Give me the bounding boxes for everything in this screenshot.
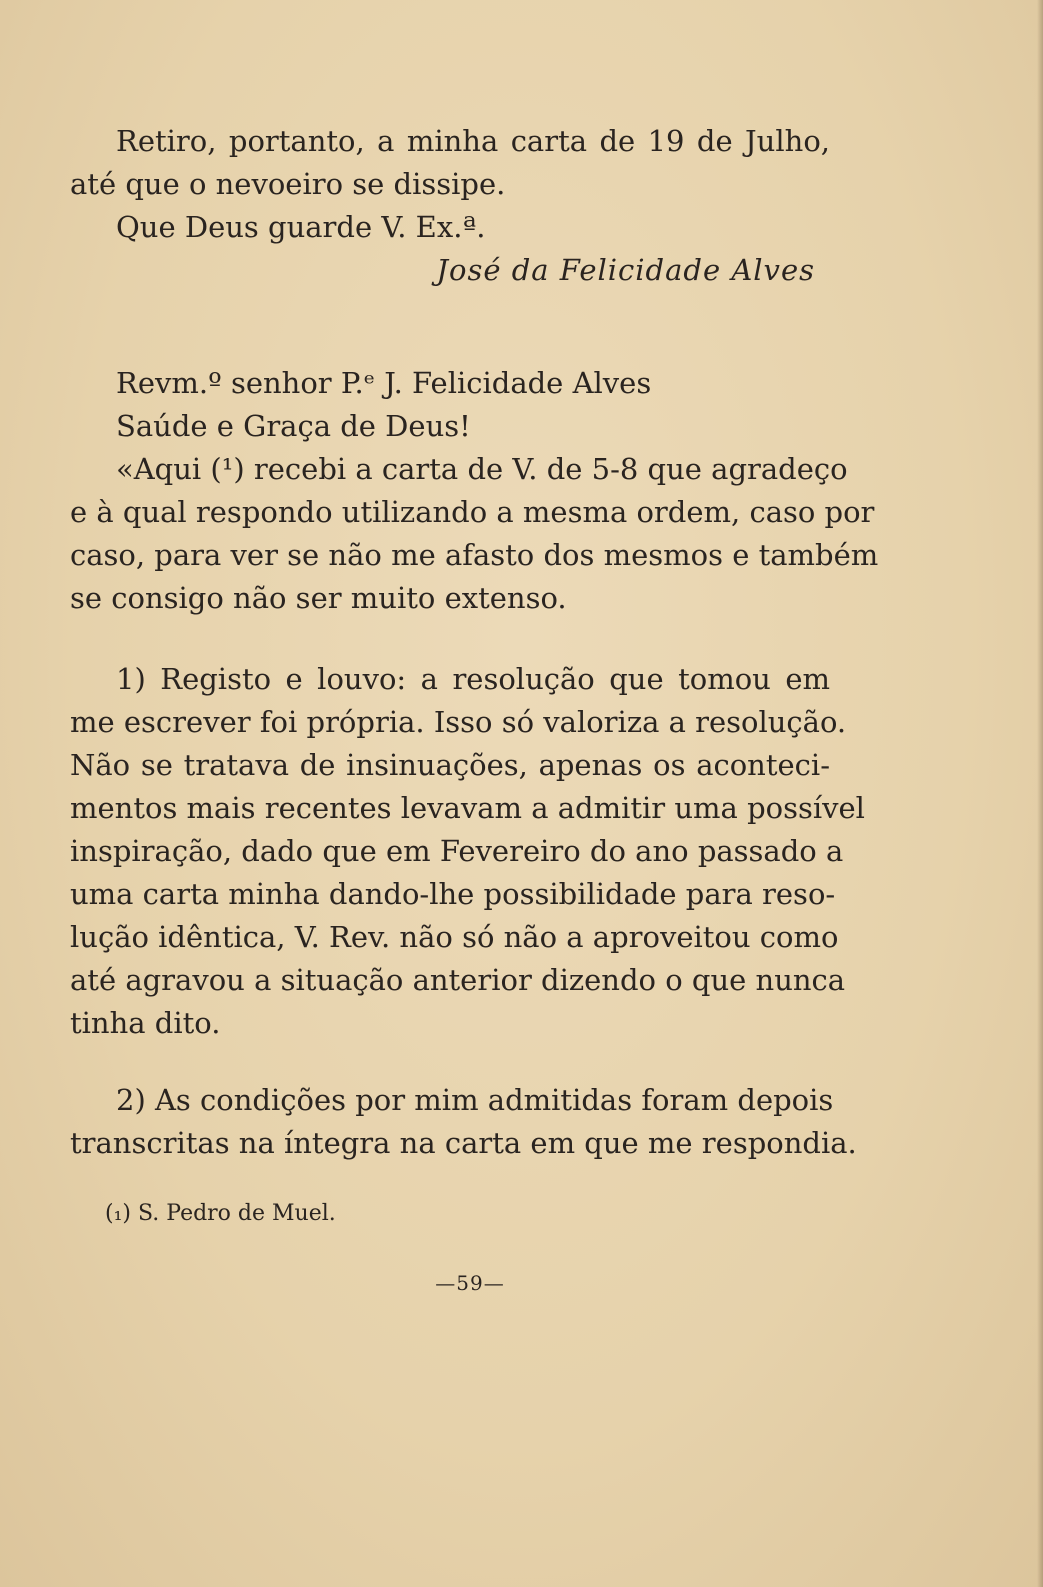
text-line: Retiro, portanto, a minha carta de 19 de Julho,: [116, 124, 830, 158]
text-line: até que o nevoeiro se dissipe.: [70, 167, 506, 201]
page-number: —59—: [435, 1271, 505, 1295]
page-text: [70, 120, 879, 1295]
text-line: se consigo não ser muito extenso.: [70, 581, 567, 615]
text-line: 1) Registo e louvo: a resolução que tomou em: [116, 662, 830, 696]
text-line: inspiração, dado que em Fevereiro do ano passado a: [70, 834, 844, 868]
greeting: Saúde e Graça de Deus!: [116, 409, 471, 443]
text-line: 2) As condições por mim admitidas foram depois: [116, 1083, 834, 1117]
text-line: «Aqui (¹) recebi a carta de V. de 5-8 que agradeço: [116, 452, 848, 486]
signature: José da Felicidade Alves: [436, 253, 815, 287]
salutation: Revm.º senhor P.ᵉ J. Felicidade Alves: [116, 366, 652, 400]
text-line: Não se tratava de insinuações, apenas os aconteci-: [70, 748, 830, 782]
text-line: me escrever foi própria. Isso só valoriza a resolução.: [70, 705, 847, 739]
page-edge-shadow: [1037, 0, 1043, 1587]
text-line: transcritas na íntegra na carta em que me respondia.: [70, 1126, 857, 1160]
text-line: Que Deus guarde V. Ex.ª.: [116, 210, 486, 244]
text-line: tinha dito.: [70, 1006, 221, 1040]
text-line: mentos mais recentes levavam a admitir uma possível: [70, 791, 865, 825]
text-line: caso, para ver se não me afasto dos mesmos e também: [70, 538, 879, 572]
text-line: até agravou a situação anterior dizendo o que nunca: [70, 963, 846, 997]
text-line: uma carta minha dando-lhe possibilidade para reso-: [70, 877, 836, 911]
text-line: e à qual respondo utilizando a mesma ordem, caso por: [70, 495, 875, 529]
text-line: lução idêntica, V. Rev. não só não a aproveitou como: [70, 920, 839, 954]
footnote: (₁) S. Pedro de Muel.: [105, 1201, 336, 1226]
